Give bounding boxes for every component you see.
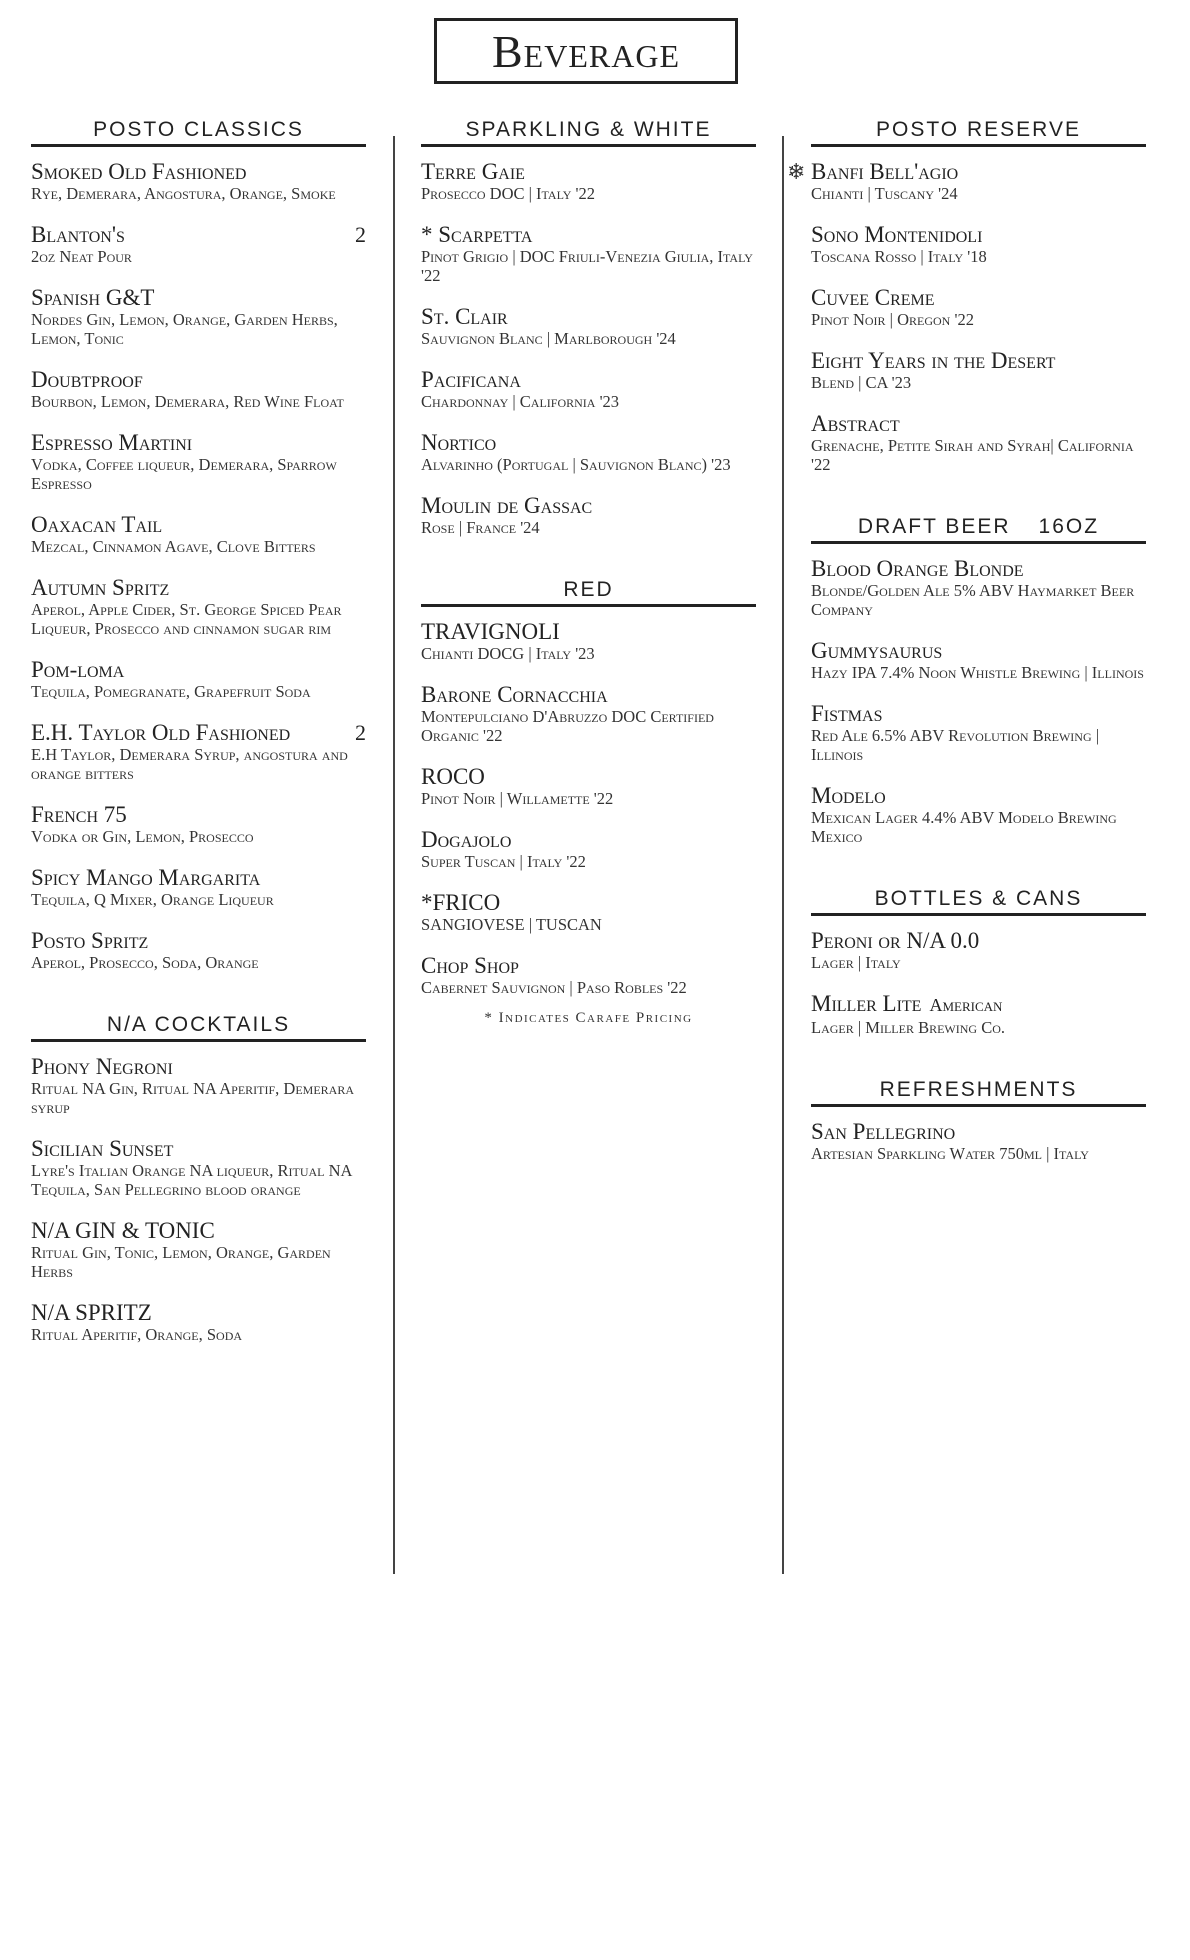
menu-item-name-text: Terre Gaie bbox=[421, 159, 525, 184]
menu-item-name-text: Oaxacan Tail bbox=[31, 512, 163, 537]
menu-item-description: Lyre's Italian Orange NA liqueur, Ritual NA Tequila, San Pellegrino blood orange bbox=[31, 1161, 352, 1199]
menu-item-name-text: Dogajolo bbox=[421, 827, 512, 852]
carafe-pricing-note: * Indicates Carafe Pricing bbox=[484, 1010, 693, 1026]
section-heading-posto-reserve: POSTO RESERVE bbox=[811, 118, 1146, 147]
section-heading-posto-classics: POSTO CLASSICS bbox=[31, 118, 366, 147]
menu-item-name-text: Barone Cornacchia bbox=[421, 682, 608, 707]
menu-item-name bbox=[421, 764, 756, 789]
menu-item bbox=[421, 222, 756, 285]
menu-item-name bbox=[421, 159, 756, 184]
draft-beer-heading-label: DRAFT BEER bbox=[857, 515, 1011, 538]
menu-item-name bbox=[31, 285, 366, 310]
menu-item-name-text: N/A GIN & TONIC bbox=[31, 1218, 215, 1243]
menu-item-description: Ritual Aperitif, Orange, Soda bbox=[31, 1325, 243, 1344]
menu-item-name-text: N/A SPRITZ bbox=[31, 1300, 152, 1325]
menu-item-description: Blend | CA '23 bbox=[811, 373, 912, 392]
menu-item-description: Mezcal, Cinnamon Agave, Clove Bitters bbox=[31, 537, 316, 556]
menu-item-name-text: San Pellegrino bbox=[811, 1119, 956, 1144]
menu-item bbox=[31, 720, 366, 783]
menu-item bbox=[811, 222, 1146, 266]
menu-item-name-text: Fistmas bbox=[811, 701, 883, 726]
menu-item bbox=[811, 556, 1146, 619]
menu-item-name bbox=[421, 367, 756, 392]
draft-beer-list bbox=[811, 556, 1146, 846]
menu-item-name bbox=[31, 1054, 366, 1079]
menu-item-name-text: Spicy Mango Margarita bbox=[31, 865, 261, 890]
menu-item-name-text: Banfi Bell'agio bbox=[811, 159, 959, 184]
menu-item bbox=[31, 159, 366, 203]
refreshments-list bbox=[811, 1119, 1146, 1163]
menu-item-name bbox=[31, 1218, 366, 1243]
menu-item-description: Ritual Gin, Tonic, Lemon, Orange, Garden Herbs bbox=[31, 1243, 331, 1281]
section-heading-draft-beer bbox=[811, 515, 1146, 544]
menu-item bbox=[811, 928, 1146, 972]
menu-item-name bbox=[31, 657, 366, 682]
menu-item-name bbox=[811, 556, 1146, 581]
menu-item-description: Hazy IPA 7.4% Noon Whistle Brewing | Illinois bbox=[811, 663, 1144, 682]
menu-item-name bbox=[31, 367, 366, 392]
menu-item-description: Chianti DOCG | Italy '23 bbox=[421, 644, 595, 663]
menu-item-name-text: *FRICO bbox=[421, 890, 501, 915]
menu-item-description: Prosecco DOC | Italy '22 bbox=[421, 184, 595, 203]
menu-item-description: E.H Taylor, Demerara Syrup, angostura and orange bitters bbox=[31, 745, 348, 783]
menu-item bbox=[31, 512, 366, 556]
menu-item-name bbox=[421, 953, 756, 978]
menu-item-description: Chianti | Tuscany '24 bbox=[811, 184, 958, 203]
menu-item-name-text: ROCO bbox=[421, 764, 485, 789]
menu-item bbox=[31, 928, 366, 972]
na-cocktails-list bbox=[31, 1054, 366, 1344]
menu-item-name bbox=[811, 348, 1146, 373]
menu-item-name bbox=[811, 991, 1146, 1018]
menu-item bbox=[421, 953, 756, 997]
menu-item-name bbox=[811, 783, 1146, 808]
menu-item bbox=[31, 802, 366, 846]
red-list bbox=[421, 619, 756, 997]
menu-item bbox=[787, 159, 1146, 203]
posto-classics-list bbox=[31, 159, 366, 972]
menu-item bbox=[31, 657, 366, 701]
menu-item bbox=[811, 1119, 1146, 1163]
column-divider-left bbox=[393, 136, 395, 1574]
menu-item-description: Chardonnay | California '23 bbox=[421, 392, 620, 411]
section-heading-bottles-cans: BOTTLES & CANS bbox=[811, 887, 1146, 916]
menu-item-name-text: Blanton's bbox=[31, 222, 125, 247]
menu-item-description: Sauvignon Blanc | Marlborough '24 bbox=[421, 329, 676, 348]
column-middle bbox=[421, 118, 756, 1027]
menu-item-name-text: Doubtproof bbox=[31, 367, 143, 392]
menu-item-name-text: Sono Montenidoli bbox=[811, 222, 983, 247]
menu-item bbox=[31, 1054, 366, 1117]
menu-item-name bbox=[31, 1136, 366, 1161]
menu-item-name-text: Phony Negroni bbox=[31, 1054, 173, 1079]
menu-item bbox=[811, 638, 1146, 682]
menu-item bbox=[811, 701, 1146, 764]
menu-item-name-extra: American bbox=[929, 995, 1003, 1015]
menu-item-description: Vodka or Gin, Lemon, Prosecco bbox=[31, 827, 254, 846]
menu-item-name-text: Blood Orange Blonde bbox=[811, 556, 1024, 581]
menu-item-name-text: TRAVIGNOLI bbox=[421, 619, 560, 644]
menu-item bbox=[421, 493, 756, 537]
menu-item-name-text: Espresso Martini bbox=[31, 430, 193, 455]
section-heading-na-cocktails: N/A COCKTAILS bbox=[31, 1013, 366, 1042]
menu-item-name-text: Sicilian Sunset bbox=[31, 1136, 174, 1161]
menu-item bbox=[31, 1218, 366, 1281]
menu-item-name bbox=[31, 802, 366, 827]
menu-item-name bbox=[31, 865, 366, 890]
menu-item-name bbox=[31, 1300, 366, 1325]
menu-item bbox=[31, 575, 366, 638]
menu-item-description: Mexican Lager 4.4% ABV Modelo Brewing Mexico bbox=[811, 808, 1117, 846]
menu-item-name-text: Abstract bbox=[811, 411, 900, 436]
snowflake-icon: ❄ bbox=[787, 159, 806, 184]
menu-item bbox=[421, 764, 756, 808]
menu-item-name-text: Posto Spritz bbox=[31, 928, 149, 953]
menu-item-name bbox=[31, 430, 366, 455]
sparkling-white-list bbox=[421, 159, 756, 537]
menu-item-description: Toscana Rosso | Italy '18 bbox=[811, 247, 987, 266]
menu-item bbox=[811, 783, 1146, 846]
menu-item-name-text: Chop Shop bbox=[421, 953, 519, 978]
menu-item-description: Super Tuscan | Italy '22 bbox=[421, 852, 586, 871]
menu-item-name bbox=[421, 493, 756, 518]
menu-item-name-text: Modelo bbox=[811, 783, 886, 808]
menu-item-name bbox=[811, 222, 1146, 247]
menu-item-price: 2 bbox=[355, 720, 366, 745]
menu-item-name bbox=[811, 638, 1146, 663]
menu-item bbox=[421, 159, 756, 203]
column-divider-right bbox=[782, 136, 784, 1574]
menu-item bbox=[421, 682, 756, 745]
bottles-cans-list bbox=[811, 928, 1146, 1037]
menu-item bbox=[811, 285, 1146, 329]
menu-item-name bbox=[811, 159, 1146, 184]
menu-item-name-text: St. Clair bbox=[421, 304, 508, 329]
menu-item bbox=[421, 367, 756, 411]
posto-reserve-list bbox=[787, 159, 1146, 474]
menu-item bbox=[31, 865, 366, 909]
section-heading-refreshments: REFRESHMENTS bbox=[811, 1078, 1146, 1107]
menu-item-description: Alvarinho (Portugal | Sauvignon Blanc) '23 bbox=[421, 455, 731, 474]
menu-item-name bbox=[811, 1119, 1146, 1144]
menu-item-name bbox=[31, 720, 366, 745]
menu-item-name-text: Autumn Spritz bbox=[31, 575, 170, 600]
menu-item-name bbox=[31, 575, 366, 600]
menu-item-description: Ritual NA Gin, Ritual NA Aperitif, Demerara syrup bbox=[31, 1079, 355, 1117]
menu-item-name-text: Eight Years in the Desert bbox=[811, 348, 1056, 373]
menu-item-description: Artesian Sparkling Water 750ml | Italy bbox=[811, 1144, 1089, 1163]
menu-item bbox=[421, 430, 756, 474]
menu-item-description: Bourbon, Lemon, Demerara, Red Wine Float bbox=[31, 392, 344, 411]
menu-item-name bbox=[31, 512, 366, 537]
column-left bbox=[31, 118, 366, 1363]
column-right bbox=[787, 118, 1146, 1182]
menu-item-name bbox=[421, 430, 756, 455]
menu-item-description: Lager | Italy bbox=[811, 953, 901, 972]
menu-item-description: Aperol, Prosecco, Soda, Orange bbox=[31, 953, 259, 972]
menu-item-name-text: Pom-loma bbox=[31, 657, 125, 682]
menu-item-name-text: French 75 bbox=[31, 802, 127, 827]
page-title: Beverage bbox=[434, 18, 738, 84]
menu-item-name-text: Gummysaurus bbox=[811, 638, 943, 663]
section-heading-red: RED bbox=[421, 578, 756, 607]
menu-item-name-text: Miller Lite bbox=[811, 991, 922, 1016]
menu-item-description: Vodka, Coffee liqueur, Demerara, Sparrow Espresso bbox=[31, 455, 337, 493]
menu-item-description: Nordes Gin, Lemon, Orange, Garden Herbs, Lemon, Tonic bbox=[31, 310, 338, 348]
menu-item bbox=[31, 430, 366, 493]
menu-item-name-text: * Scarpetta bbox=[421, 222, 533, 247]
menu-item-name-text: Moulin de Gassac bbox=[421, 493, 593, 518]
menu-item bbox=[421, 619, 756, 663]
menu-item-name-text: Pacificana bbox=[421, 367, 521, 392]
menu-item bbox=[421, 890, 756, 934]
menu-item-description: Grenache, Petite Sirah and Syrah| California '22 bbox=[811, 436, 1134, 474]
menu-item-description: Cabernet Sauvignon | Paso Robles '22 bbox=[421, 978, 687, 997]
menu-item-price: 2 bbox=[355, 222, 366, 247]
menu-item bbox=[421, 827, 756, 871]
menu-item-description: Montepulciano D'Abruzzo DOC Certified Organic '22 bbox=[421, 707, 714, 745]
menu-item-name bbox=[421, 682, 756, 707]
menu-item-description: Tequila, Q Mixer, Orange Liqueur bbox=[31, 890, 274, 909]
menu-item-name bbox=[811, 928, 1146, 953]
menu-item-name bbox=[421, 827, 756, 852]
menu-item-name bbox=[31, 222, 366, 247]
menu-item-name-text: Smoked Old Fashioned bbox=[31, 159, 247, 184]
section-heading-sparkling-white: SPARKLING & WHITE bbox=[421, 118, 756, 147]
menu-item-name bbox=[811, 701, 1146, 726]
menu-item-name-text: E.H. Taylor Old Fashioned bbox=[31, 720, 291, 745]
menu-item-description: Rye, Demerara, Angostura, Orange, Smoke bbox=[31, 184, 336, 203]
draft-beer-size: 16OZ bbox=[1038, 515, 1100, 538]
menu-item-name bbox=[31, 928, 366, 953]
menu-item-name bbox=[421, 304, 756, 329]
menu-item-description: 2oz Neat Pour bbox=[31, 247, 132, 266]
menu-item bbox=[811, 348, 1146, 392]
menu-item bbox=[811, 411, 1146, 474]
menu-item-description: Pinot Noir | Willamette '22 bbox=[421, 789, 614, 808]
menu-item-name bbox=[811, 285, 1146, 310]
menu-item bbox=[31, 367, 366, 411]
menu-item-description: Blonde/Golden Ale 5% ABV Haymarket Beer Company bbox=[811, 581, 1135, 619]
menu-item-description: Rose | France '24 bbox=[421, 518, 540, 537]
menu-item-name bbox=[31, 159, 366, 184]
menu-item-name bbox=[421, 222, 756, 247]
menu-item-description: SANGIOVESE | TUSCAN bbox=[421, 915, 602, 934]
menu-item bbox=[421, 304, 756, 348]
menu-item-description: Aperol, Apple Cider, St. George Spiced Pear Liqueur, Prosecco and cinnamon sugar rim bbox=[31, 600, 342, 638]
menu-item bbox=[31, 1136, 366, 1199]
menu-item-name bbox=[421, 619, 756, 644]
menu-item-description: Lager | Miller Brewing Co. bbox=[811, 1018, 1005, 1037]
menu-item-description: Tequila, Pomegranate, Grapefruit Soda bbox=[31, 682, 311, 701]
menu-item bbox=[31, 1300, 366, 1344]
menu-item bbox=[811, 991, 1146, 1037]
menu-item-name bbox=[421, 890, 756, 915]
menu-item bbox=[31, 285, 366, 348]
menu-item-name-text: Spanish G&T bbox=[31, 285, 155, 310]
menu-item-name-text: Peroni or N/A 0.0 bbox=[811, 928, 980, 953]
menu-item-name bbox=[811, 411, 1146, 436]
menu-item-name-text: Cuvee Creme bbox=[811, 285, 935, 310]
menu-item-description: Pinot Noir | Oregon '22 bbox=[811, 310, 974, 329]
menu-item-description: Red Ale 6.5% ABV Revolution Brewing | Illinois bbox=[811, 726, 1100, 764]
menu-item-description: Pinot Grigio | DOC Friuli-Venezia Giulia, Italy '22 bbox=[421, 247, 753, 285]
menu-item-name-text: Nortico bbox=[421, 430, 497, 455]
menu-item bbox=[31, 222, 366, 266]
